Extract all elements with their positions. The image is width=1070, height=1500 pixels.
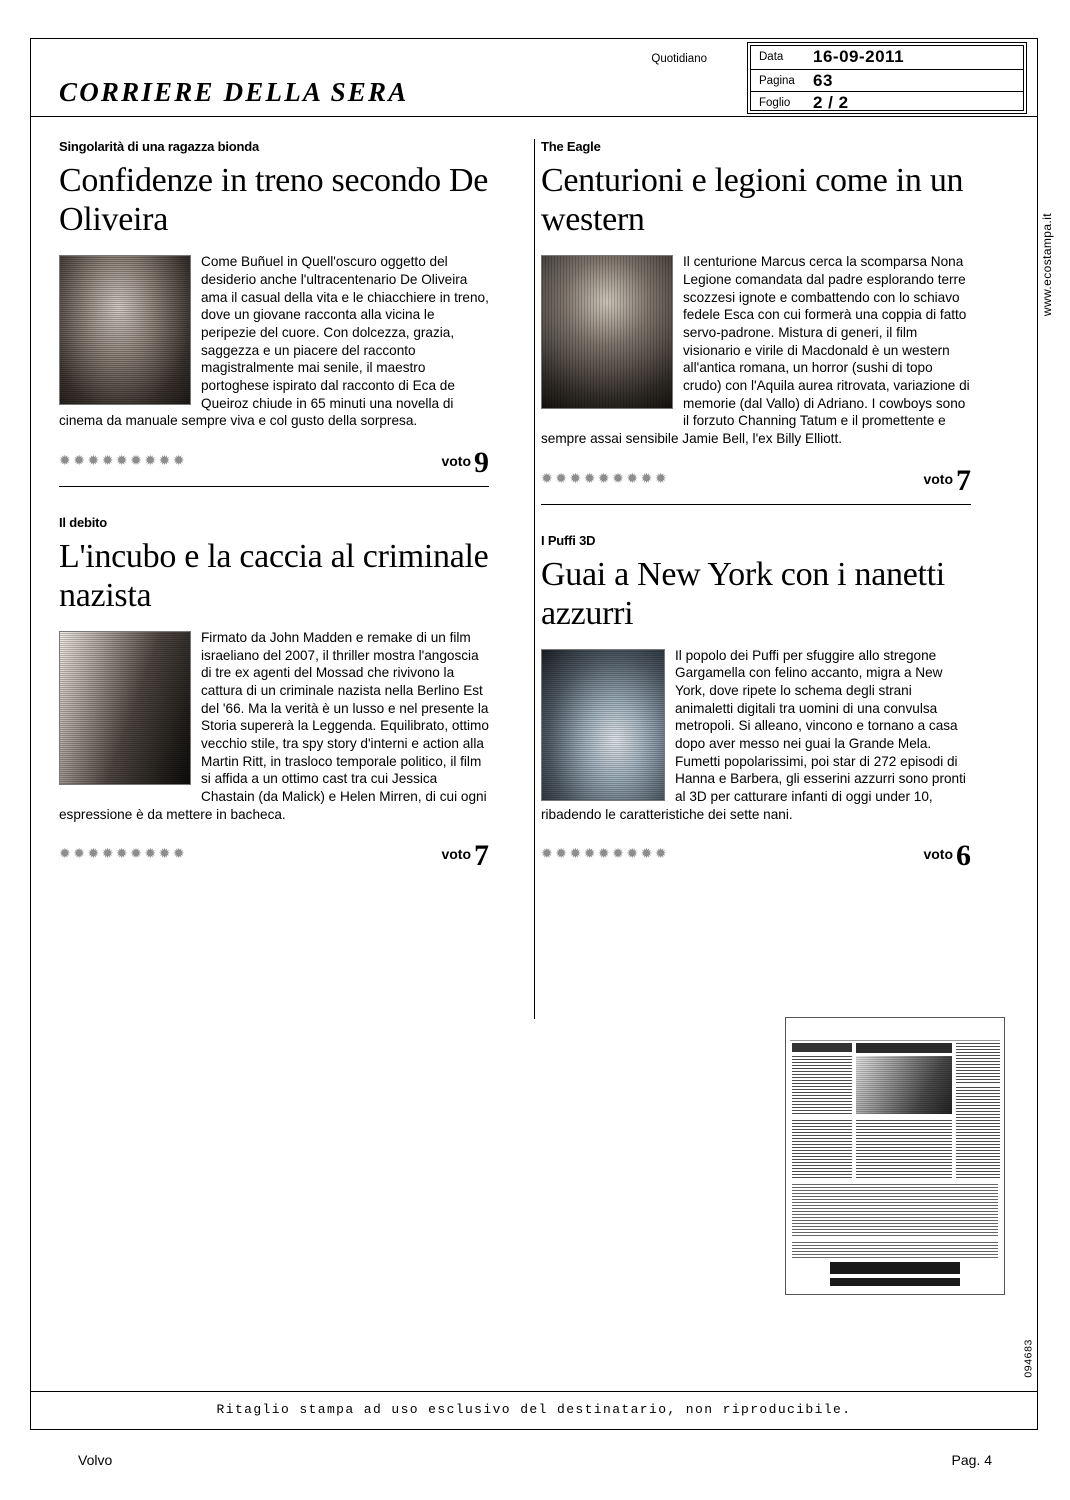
article-headline: Confidenze in treno secondo De Oliveira	[59, 162, 489, 239]
source-url: www.ecostampa.it	[1040, 213, 1054, 317]
article-separator	[541, 504, 971, 505]
clipping-code: 094683	[1023, 1339, 1035, 1378]
article-i-puffi-3d	[541, 533, 971, 876]
rating-stars: ✹✹✹✹✹✹✹✹✹	[59, 451, 188, 468]
article-confidenze-in-treno	[59, 139, 489, 487]
meta-row-pagina	[751, 69, 1023, 92]
rating-score	[923, 839, 971, 873]
clipping-meta-box	[747, 42, 1027, 114]
page-preview-thumbnail	[785, 1017, 1005, 1295]
masthead	[31, 39, 1037, 117]
ritaglio-notice: Ritaglio stampa ad uso esclusivo del destinatario, non riproducibile.	[31, 1391, 1037, 1429]
clipping-content	[31, 117, 1054, 1391]
voto-label: voto	[923, 846, 953, 863]
rating-row	[59, 839, 489, 875]
voto-label: voto	[441, 452, 471, 469]
article-headline: Centurioni e legioni come in un western	[541, 162, 964, 239]
article-body: Firmato da John Madden e remake di un film israeliano del 2007, il thriller mostra l'angoscia di tre ex agenti del Mossad che rivivono la cattura di un criminale nazista nella Berlino Est del '66. Ma la verità è un lusso e nel presente la Storia supererà la Leggenda. Equilibrato, ottimo vecchio stile, tra spy story d'interni e action alla Martin Ritt, in trasloco temporale politico, il film si affida a un ottimo cast tra cui Jessica Chastain (da Malick) e Helen Mirren, di cui ogni espressione è da mettere in bacheca.	[59, 630, 489, 822]
meta-label-foglio: Foglio	[759, 97, 791, 109]
article-body: Il centurione Marcus cerca la scomparsa Nona Legione comandata dal padre esplorando terre scozzesi ignote e combattendo con lo schiavo fedele Esca con cui formerà una coppia di fatto servo-padrone. Mistura di generi, il film visionario e virile di Macdonald è un western all'antica romana, un horror (sushi di topo crudo) con l'Aquila aurea ritrovata, variazione di memorie (dal Vallo) di Adriano. I cowboys sono il forzuto Channing Tatum e il promettente e sempre assai sensibile Jamie Bell, l'ex Billy Elliott.	[541, 254, 970, 446]
rating-stars: ✹✹✹✹✹✹✹✹✹	[541, 469, 670, 486]
footer-left-label: Volvo	[78, 1452, 113, 1468]
article-body: Come Buñuel in Quell'oscuro oggetto del desiderio anche l'ultracentenario De Oliveira ama il casual della vita e le chiacchiere in treno, dove un giovane racconta alla vicina le peripezie del cuore. Con dolcezza, grazia, saggezza e un piacere del racconto magistralmente mai senile, il maestro portoghese ispirato dal racconto di Eca de Queiroz chiude in 65 minuti una novella di cinema da manuale sempre viva e col gusto della sorpresa.	[59, 254, 489, 429]
preview-header	[790, 1022, 1000, 1041]
voto-value: 7	[956, 463, 971, 497]
article-photo	[541, 649, 665, 801]
column-left	[59, 139, 489, 875]
preview-masthead	[792, 1043, 852, 1052]
column-right	[541, 139, 971, 875]
rating-score	[441, 839, 489, 873]
footer-page-number: Pag. 4	[951, 1452, 992, 1468]
clipping-frame	[30, 38, 1054, 1430]
rating-stars: ✹✹✹✹✹✹✹✹✹	[541, 845, 670, 862]
voto-label: voto	[441, 846, 471, 863]
article-the-eagle	[541, 139, 971, 505]
rating-score	[923, 464, 971, 498]
voto-value: 6	[956, 839, 971, 873]
article-headline: L'incubo e la caccia al criminale nazista	[59, 537, 489, 614]
meta-value-pagina: 63	[813, 70, 833, 90]
rating-stars: ✹✹✹✹✹✹✹✹✹	[59, 845, 188, 862]
publication-type-label: Quotidiano	[651, 53, 707, 65]
article-kicker: The Eagle	[541, 139, 601, 154]
voto-label: voto	[923, 470, 953, 487]
article-photo	[541, 255, 673, 409]
column-divider	[534, 139, 535, 1019]
rating-row	[541, 839, 971, 875]
rating-row	[541, 464, 971, 500]
article-photo	[59, 255, 191, 405]
preview-headline	[856, 1043, 952, 1053]
article-kicker: Il debito	[59, 514, 108, 530]
meta-value-foglio: 2 / 2	[813, 93, 849, 112]
article-photo	[59, 631, 191, 785]
voto-value: 7	[474, 839, 489, 873]
meta-label-pagina: Pagina	[759, 74, 795, 87]
meta-label-data: Data	[759, 51, 784, 63]
article-separator	[59, 486, 489, 487]
rating-row	[59, 446, 489, 482]
article-kicker: I Puffi 3D	[541, 532, 596, 548]
preview-photo	[856, 1056, 952, 1114]
rating-score	[441, 446, 489, 480]
article-il-debito	[59, 515, 489, 876]
voto-value: 9	[474, 445, 489, 479]
article-headline: Guai a New York con i nanetti azzurri	[541, 555, 945, 632]
meta-row-data	[751, 46, 1023, 69]
newspaper-title: CORRIERE DELLA SERA	[59, 77, 409, 107]
meta-row-foglio	[751, 91, 1023, 114]
article-body: Il popolo dei Puffi per sfuggire allo stregone Gargamella con felino accanto, migra a New York, dove ripete lo schema degli strani animaletti digitali tra uomini di una convulsa metropoli. Si alleano, vincono e tornano a casa dopo aver messo nei guai la Grande Mela. Fumetti popolarissimi, poi star di 272 episodi di Hanna e Barbera, gli esserini azzurri sono pronti al 3D per catturare infanti di oggi under 10, ribadendo le caratteristiche dei sette nani.	[541, 647, 966, 822]
meta-value-data: 16-09-2011	[813, 47, 905, 66]
article-kicker: Singolarità di una ragazza bionda	[59, 139, 259, 154]
